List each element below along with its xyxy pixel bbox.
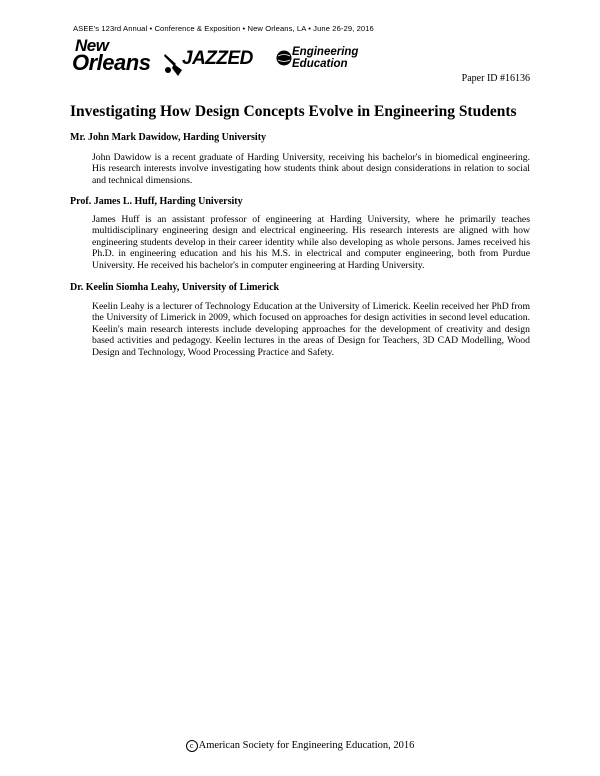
- conference-line: ASEE's 123rd Annual • Conference & Exposition • New Orleans, LA • June 26-29, 2016: [73, 24, 374, 33]
- footer-copyright: [0, 740, 600, 752]
- author-bio: Keelin Leahy is a lecturer of Technology Education at the University of Limerick. Keelin received her PhD from the University of Limerick in 2009, which focused on approaches for design activities in second level education. Keelin's main research interests include developing approaches for the development of creativity and design based activities and pedagogy. Keelin lectures in the areas of Design for Teachers, 3D CAD Modelling, Wood Design and Technology, Wood Processing Practice and Safety.: [92, 301, 530, 358]
- logo-education-text: Education: [292, 58, 348, 70]
- logo-jazzed-text: JAZZED: [182, 48, 253, 69]
- logo-engineering-text: Engineering: [292, 46, 359, 58]
- logo-new-text: New: [75, 36, 109, 55]
- paper-id: Paper ID #16136: [461, 73, 530, 84]
- copyright-icon: c: [186, 740, 198, 752]
- author-bio: James Huff is an assistant professor of engineering at Harding University, where he primarily teaches multidisciplinary engineering design and electrical engineering. His research interests are aligned with how engineering students develop in their career identity while also developing as whole persons. James received his Ph.D. in engineering education and his his M.S. in electrical and computer engineering, both from Purdue University. He received his bachelor's in computer engineering at Harding University.: [92, 214, 530, 271]
- author-name: Mr. John Mark Dawidow, Harding University: [70, 132, 267, 143]
- logo-orleans-text: Orleans: [72, 50, 151, 75]
- conference-logo: [70, 36, 370, 84]
- trumpet-icon: [162, 50, 184, 78]
- logo-engineering-education: [292, 46, 358, 70]
- author-name: Dr. Keelin Siomha Leahy, University of Limerick: [70, 282, 280, 293]
- paper-title: Investigating How Design Concepts Evolve in Engineering Students: [70, 103, 517, 120]
- author-name: Prof. James L. Huff, Harding University: [70, 196, 243, 207]
- footer-text: American Society for Engineering Education, 2016: [198, 740, 415, 751]
- globe-icon: [276, 50, 292, 66]
- author-bio: John Dawidow is a recent graduate of Harding University, receiving his bachelor's in biomedical engineering. His research interests involve investigating how students think about design considerations in relation to social and technical dimensions.: [92, 152, 530, 186]
